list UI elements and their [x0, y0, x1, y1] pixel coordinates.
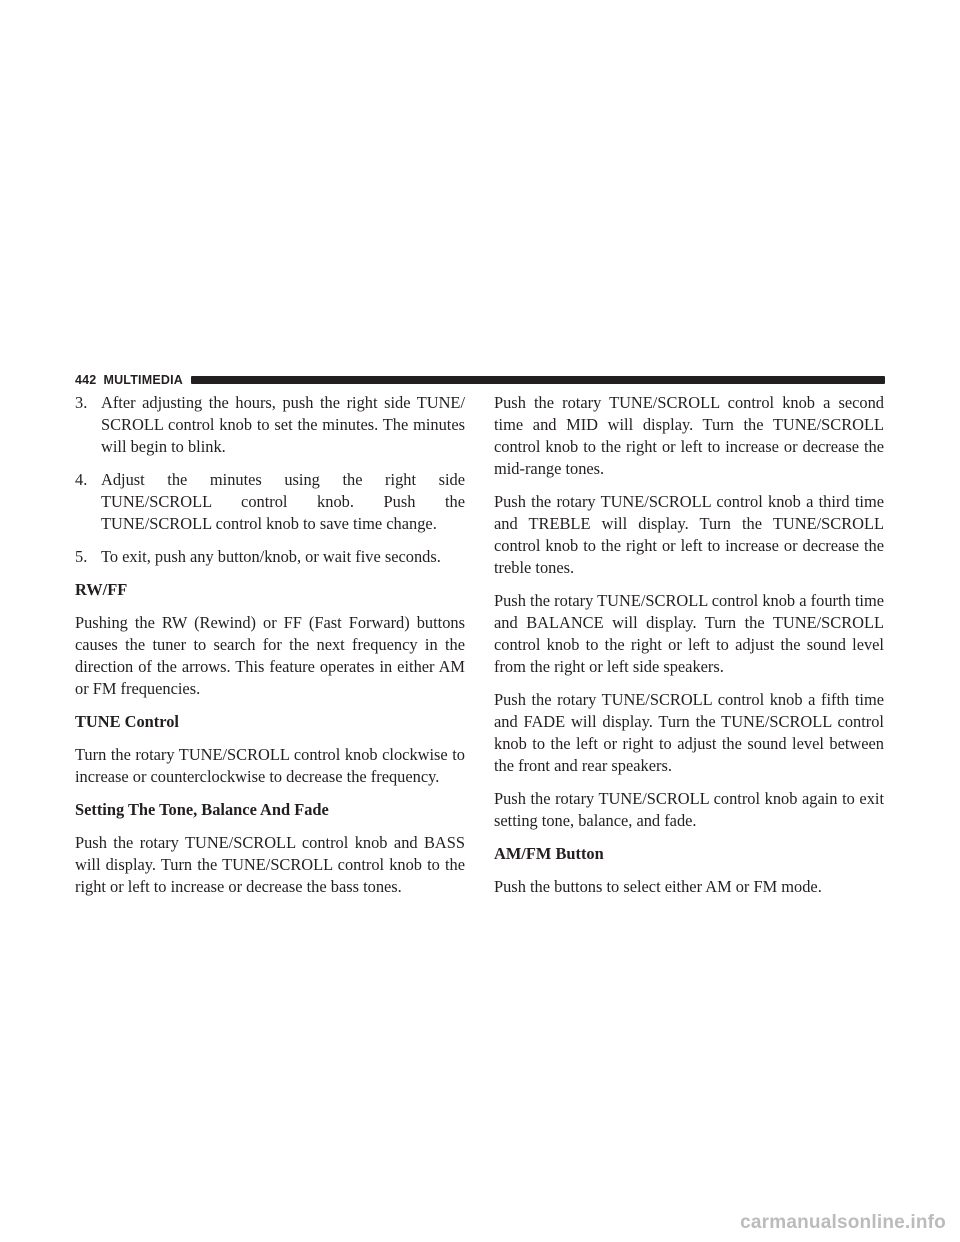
list-item [75, 392, 465, 458]
step-text: After adjusting the hours, push the right side TUNE/ SCROLL control knob to set the minutes. The minutes will begin to blink. [101, 393, 465, 456]
step-text: To exit, push any button/knob, or wait five seconds. [101, 547, 441, 566]
step-number: 5. [75, 547, 88, 566]
tune-control-heading: TUNE Control [75, 712, 179, 731]
tone-heading: Setting The Tone, Balance And Fade [75, 800, 329, 819]
amfm-paragraph: Push the buttons to select either AM or FM mode. [494, 877, 822, 896]
rwff-heading: RW/FF [75, 580, 128, 599]
header-rule [191, 376, 885, 384]
step-number: 4. [75, 470, 88, 489]
tune-control-paragraph: Turn the rotary TUNE/SCROLL control knob clockwise to increase or counterclockwise to decrease the frequency. [75, 745, 465, 786]
page-header [75, 372, 885, 388]
list-item [75, 469, 465, 535]
page-number: 442 [75, 373, 97, 387]
right-column [494, 392, 884, 909]
mid-paragraph: Push the rotary TUNE/SCROLL control knob a second time and MID will display. Turn the TUNE/SCROLL control knob to the right or left to increase or decrease the mid-range tones. [494, 393, 884, 478]
exit-paragraph: Push the rotary TUNE/SCROLL control knob again to exit setting tone, balance, and fade. [494, 789, 884, 830]
tone-paragraph: Push the rotary TUNE/SCROLL control knob and BASS will display. Turn the TUNE/SCROLL control knob to the right or left to increase or decrease the bass tones. [75, 833, 465, 896]
fade-paragraph: Push the rotary TUNE/SCROLL control knob a fifth time and FADE will display. Turn the TUNE/SCROLL control knob to the left or right to adjust the sound level between the front and rear speakers. [494, 690, 884, 775]
list-item [75, 546, 465, 568]
watermark: carmanualsonline.info [740, 1212, 946, 1233]
amfm-heading: AM/FM Button [494, 844, 604, 863]
left-column [75, 392, 465, 909]
step-text: Adjust the minutes using the right side TUNE/SCROLL control knob. Push the TUNE/SCROLL control knob to save time change. [101, 470, 465, 533]
section-title: MULTIMEDIA [103, 373, 184, 387]
rwff-paragraph: Pushing the RW (Rewind) or FF (Fast Forward) buttons causes the tuner to search for the next frequency in the direction of the arrows. This feature operates in either AM or FM frequencies. [75, 613, 465, 698]
balance-paragraph: Push the rotary TUNE/SCROLL control knob a fourth time and BALANCE will display. Turn the TUNE/SCROLL control knob to the right or left to adjust the sound level from the right or left side speakers. [494, 591, 884, 676]
treble-paragraph: Push the rotary TUNE/SCROLL control knob a third time and TREBLE will display. Turn the TUNE/SCROLL control knob to the right or left to increase or decrease the treble tones. [494, 492, 884, 577]
step-number: 3. [75, 393, 88, 412]
